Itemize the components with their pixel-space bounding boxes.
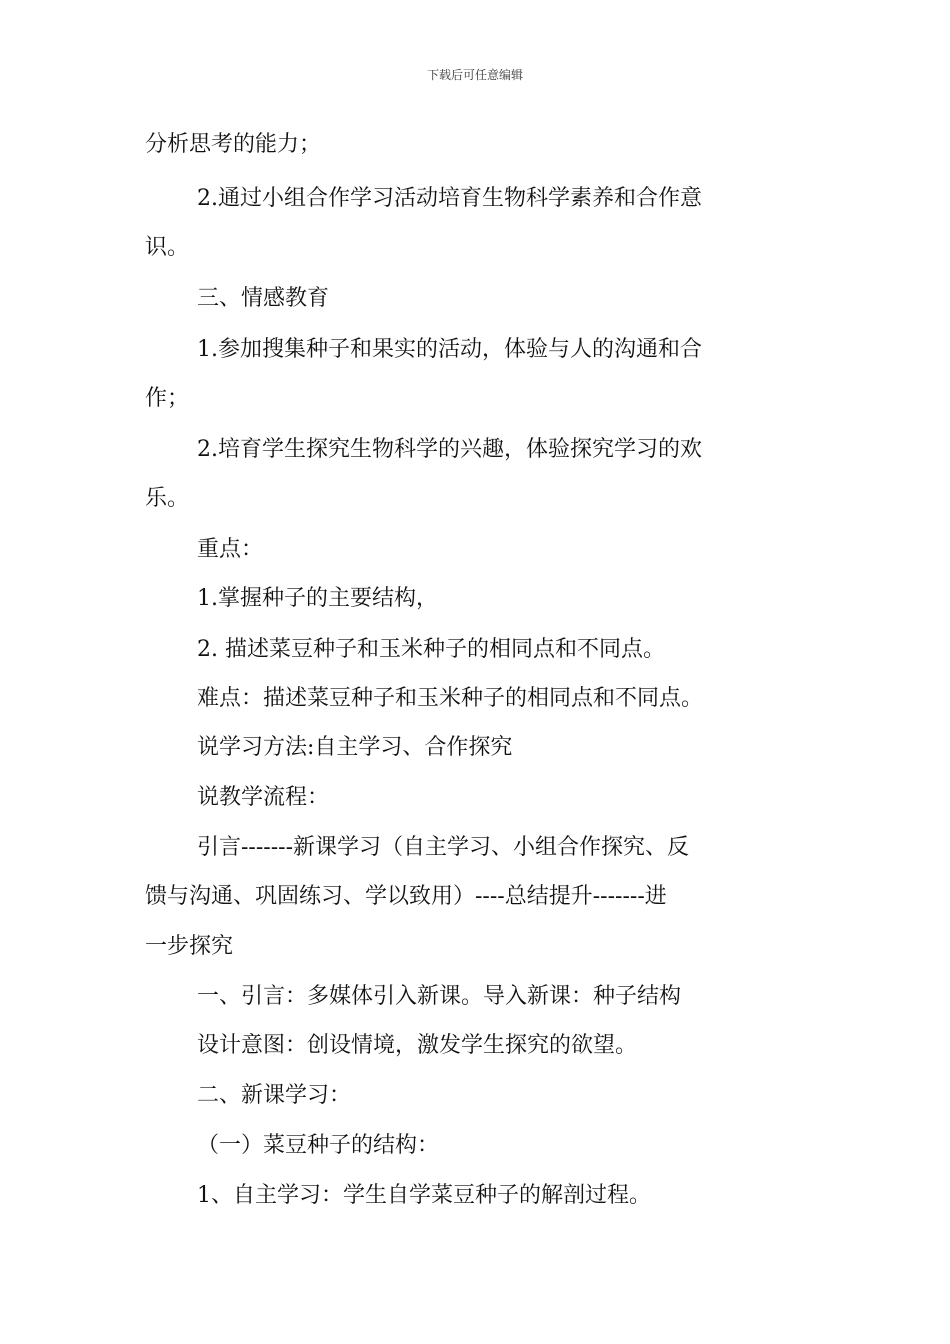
text-line: 1.掌握种子的主要结构，: [197, 586, 438, 611]
text-line: 识。: [145, 235, 190, 260]
section-heading: 一、引言：多媒体引入新课。导入新课：种子结构: [197, 984, 682, 1009]
section-heading: 二、新课学习：: [197, 1083, 352, 1108]
text-line: 乐。: [145, 486, 190, 511]
page-header: 下载后可任意编辑: [426, 68, 523, 82]
text-line: 2.培育学生探究生物科学的兴趣，体验探究学习的欢: [197, 437, 702, 462]
text-line: 一步探究: [145, 934, 234, 959]
text-line: 设计意图：创设情境，激发学生探究的欲望。: [197, 1033, 638, 1058]
text-line: 作；: [145, 386, 190, 411]
text-line: 馈与沟通、巩固练习、学以致用）----总结提升-------进: [145, 884, 667, 909]
text-line: 说教学流程：: [197, 785, 330, 810]
text-line: 说学习方法:自主学习、合作探究: [197, 735, 513, 760]
text-line: 难点：描述菜豆种子和玉米种子的相同点和不同点。: [197, 686, 704, 711]
text-line: 重点：: [197, 537, 264, 562]
text-line: 分析思考的能力；: [145, 132, 322, 157]
text-line: 引言-------新课学习（自主学习、小组合作探究、反: [197, 835, 690, 860]
text-line: 2.通过小组合作学习活动培育生物科学素养和合作意: [197, 186, 702, 211]
text-line: 1、自主学习：学生自学菜豆种子的解剖过程。: [197, 1183, 651, 1208]
subsection-heading: （一）菜豆种子的结构：: [197, 1133, 440, 1158]
section-heading: 三、情感教育: [197, 286, 330, 311]
text-line: 1.参加搜集种子和果实的活动，体验与人的沟通和合: [197, 337, 702, 362]
text-line: 2. 描述菜豆种子和玉米种子的相同点和不同点。: [197, 637, 665, 662]
